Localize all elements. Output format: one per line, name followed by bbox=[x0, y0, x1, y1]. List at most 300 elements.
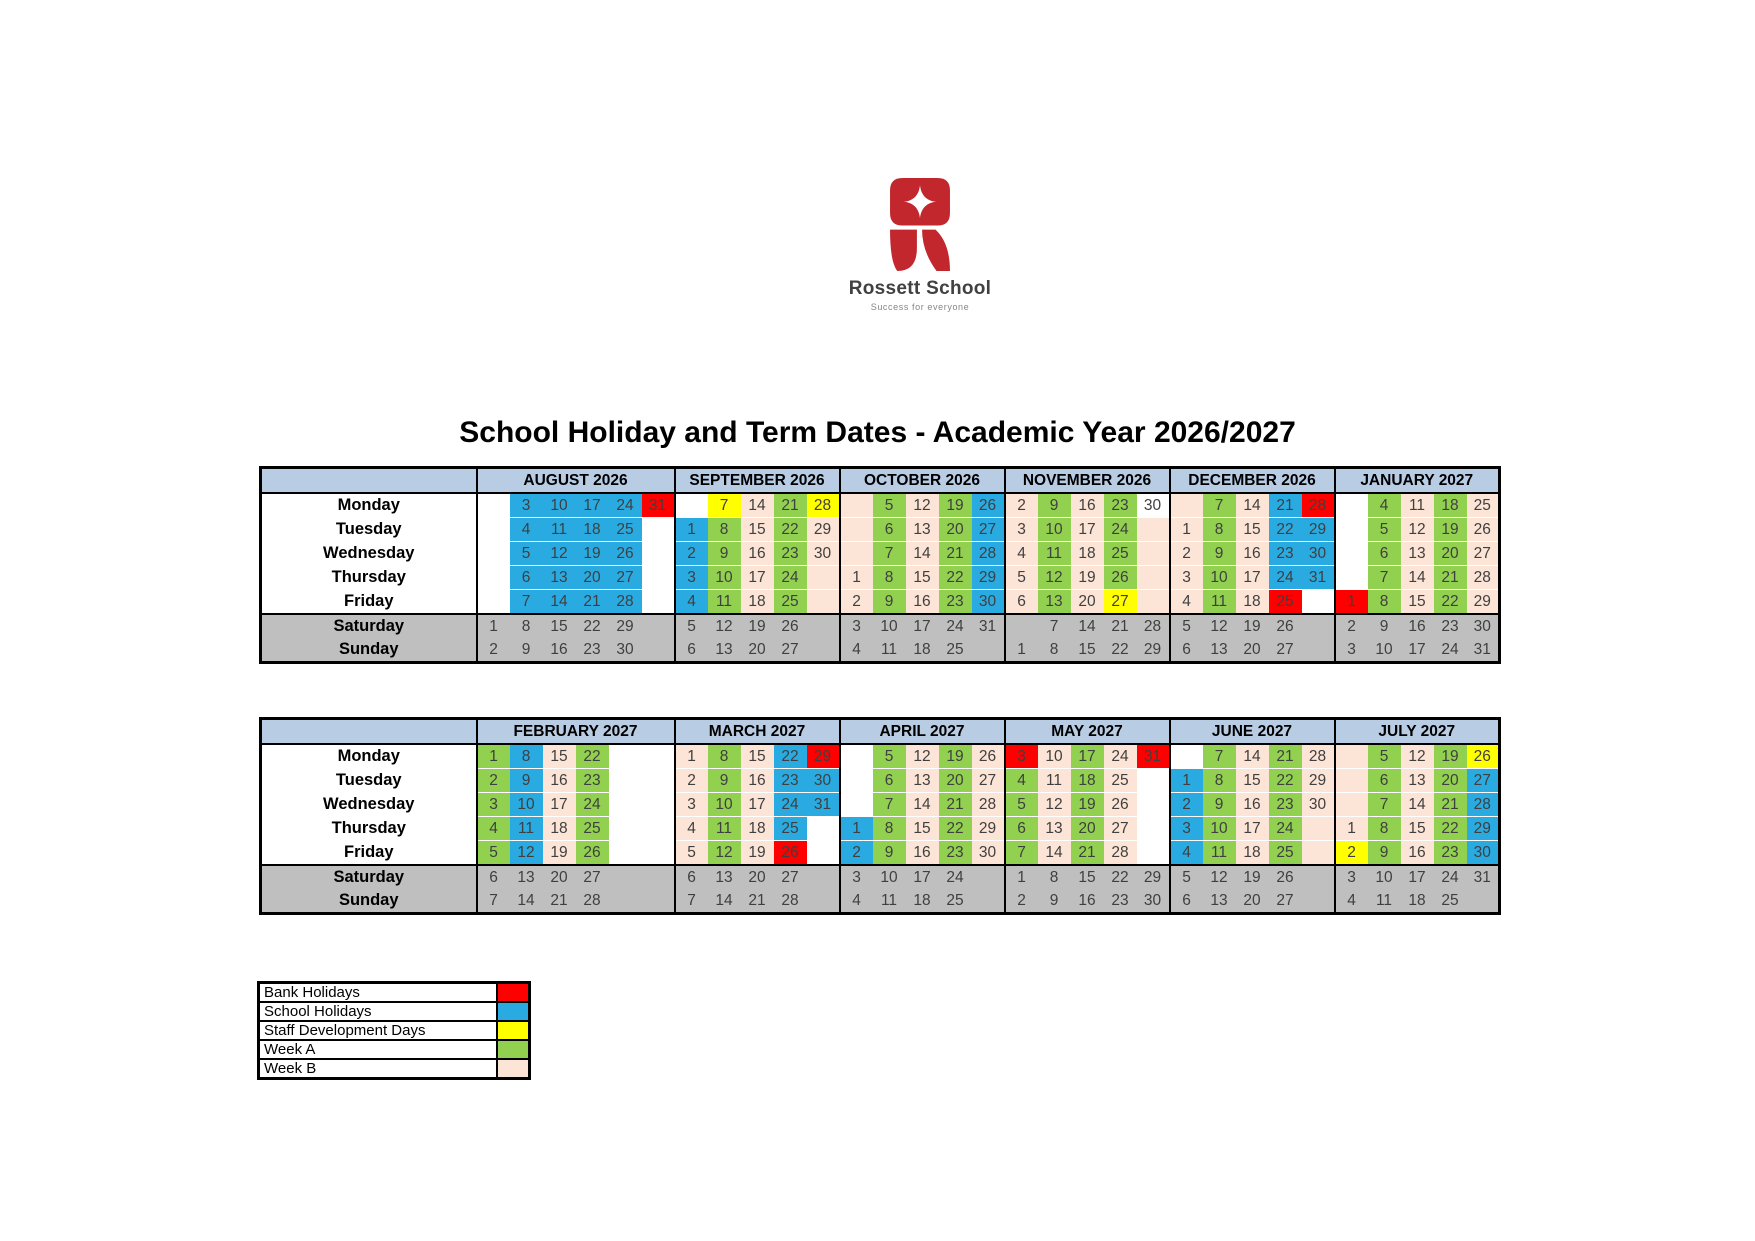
date-cell: 27 bbox=[972, 518, 1005, 542]
date-cell: 28 bbox=[576, 889, 609, 914]
date-cell: 16 bbox=[543, 769, 576, 793]
wednesday-row bbox=[261, 793, 1500, 817]
date-cell: 6 bbox=[873, 518, 906, 542]
day-label: Tuesday bbox=[261, 769, 477, 793]
monday-row bbox=[261, 493, 1500, 518]
date-cell: 19 bbox=[1236, 865, 1269, 889]
date-cell: 14 bbox=[708, 889, 741, 914]
day-label: Sunday bbox=[261, 638, 477, 663]
date-cell: 7 bbox=[1005, 841, 1038, 866]
date-cell: 17 bbox=[1236, 817, 1269, 841]
date-cell bbox=[477, 542, 510, 566]
date-cell: 5 bbox=[1005, 566, 1038, 590]
date-cell: 13 bbox=[1203, 638, 1236, 663]
date-cell: 29 bbox=[1467, 817, 1500, 841]
day-label: Friday bbox=[261, 590, 477, 615]
date-cell: 18 bbox=[576, 518, 609, 542]
date-cell: 19 bbox=[741, 614, 774, 638]
month-header: OCTOBER 2026 bbox=[840, 468, 1005, 494]
tuesday-row bbox=[261, 518, 1500, 542]
date-cell: 11 bbox=[1368, 889, 1401, 914]
date-cell: 8 bbox=[1038, 865, 1071, 889]
date-cell: 9 bbox=[1203, 793, 1236, 817]
date-cell: 13 bbox=[708, 638, 741, 663]
date-cell: 10 bbox=[1203, 817, 1236, 841]
date-cell: 26 bbox=[972, 744, 1005, 769]
date-cell: 21 bbox=[1269, 744, 1302, 769]
date-cell: 2 bbox=[840, 841, 873, 866]
date-cell: 24 bbox=[1434, 865, 1467, 889]
date-cell bbox=[609, 769, 642, 793]
date-cell: 18 bbox=[741, 590, 774, 615]
date-cell: 9 bbox=[510, 638, 543, 663]
date-cell: 9 bbox=[1368, 614, 1401, 638]
date-cell bbox=[807, 817, 840, 841]
date-cell: 4 bbox=[1005, 542, 1038, 566]
date-cell: 4 bbox=[1005, 769, 1038, 793]
date-cell: 26 bbox=[774, 841, 807, 866]
date-cell: 17 bbox=[1236, 566, 1269, 590]
date-cell: 9 bbox=[1038, 889, 1071, 914]
legend-row-staff-development-days bbox=[259, 1021, 530, 1040]
date-cell bbox=[1302, 614, 1335, 638]
date-cell: 27 bbox=[1104, 590, 1137, 615]
date-cell: 17 bbox=[1071, 744, 1104, 769]
date-cell: 25 bbox=[1434, 889, 1467, 914]
legend-swatch bbox=[497, 1059, 530, 1079]
date-cell: 8 bbox=[1368, 817, 1401, 841]
month-header-row bbox=[261, 468, 1500, 494]
date-cell: 4 bbox=[477, 817, 510, 841]
date-cell: 2 bbox=[477, 638, 510, 663]
date-cell: 5 bbox=[873, 744, 906, 769]
date-cell bbox=[1302, 590, 1335, 615]
date-cell: 10 bbox=[1038, 744, 1071, 769]
month-header: JANUARY 2027 bbox=[1335, 468, 1500, 494]
date-cell: 31 bbox=[972, 614, 1005, 638]
date-cell: 13 bbox=[1203, 889, 1236, 914]
date-cell: 25 bbox=[1269, 590, 1302, 615]
date-cell: 4 bbox=[1170, 590, 1203, 615]
date-cell bbox=[642, 744, 675, 769]
date-cell bbox=[609, 889, 642, 914]
date-cell: 4 bbox=[1170, 841, 1203, 866]
date-cell: 3 bbox=[1170, 817, 1203, 841]
date-cell: 7 bbox=[1203, 744, 1236, 769]
date-cell: 14 bbox=[1071, 614, 1104, 638]
date-cell bbox=[1335, 793, 1368, 817]
date-cell: 29 bbox=[1137, 865, 1170, 889]
school-logo bbox=[795, 178, 1045, 312]
date-cell: 11 bbox=[510, 817, 543, 841]
date-cell bbox=[1302, 841, 1335, 866]
date-cell: 2 bbox=[675, 769, 708, 793]
legend-row-week-b bbox=[259, 1059, 530, 1079]
date-cell: 30 bbox=[1302, 793, 1335, 817]
date-cell: 21 bbox=[1071, 841, 1104, 866]
date-cell: 7 bbox=[1368, 566, 1401, 590]
date-cell: 24 bbox=[1269, 566, 1302, 590]
date-cell: 2 bbox=[1005, 889, 1038, 914]
monday-row bbox=[261, 744, 1500, 769]
date-cell: 10 bbox=[873, 865, 906, 889]
date-cell: 15 bbox=[741, 744, 774, 769]
date-cell: 31 bbox=[642, 493, 675, 518]
date-cell: 9 bbox=[873, 841, 906, 866]
date-cell bbox=[609, 793, 642, 817]
date-cell: 25 bbox=[1104, 542, 1137, 566]
date-cell: 27 bbox=[1269, 889, 1302, 914]
date-cell: 20 bbox=[741, 865, 774, 889]
date-cell: 15 bbox=[1401, 590, 1434, 615]
date-cell: 29 bbox=[972, 566, 1005, 590]
date-cell: 16 bbox=[1236, 542, 1269, 566]
date-cell bbox=[642, 769, 675, 793]
friday-row bbox=[261, 841, 1500, 866]
date-cell: 24 bbox=[1104, 518, 1137, 542]
month-header: AUGUST 2026 bbox=[477, 468, 675, 494]
month-header: JUNE 2027 bbox=[1170, 719, 1335, 745]
date-cell: 2 bbox=[1335, 614, 1368, 638]
date-cell bbox=[609, 817, 642, 841]
date-cell: 26 bbox=[1269, 614, 1302, 638]
date-cell: 25 bbox=[1269, 841, 1302, 866]
date-cell: 23 bbox=[1269, 793, 1302, 817]
date-cell: 15 bbox=[1236, 518, 1269, 542]
date-cell: 1 bbox=[1335, 817, 1368, 841]
date-cell: 3 bbox=[1335, 638, 1368, 663]
date-cell: 21 bbox=[1104, 614, 1137, 638]
date-cell: 25 bbox=[774, 817, 807, 841]
date-cell: 6 bbox=[675, 638, 708, 663]
date-cell: 10 bbox=[1038, 518, 1071, 542]
date-cell: 25 bbox=[576, 817, 609, 841]
month-header: DECEMBER 2026 bbox=[1170, 468, 1335, 494]
day-label: Sunday bbox=[261, 889, 477, 914]
date-cell: 11 bbox=[708, 817, 741, 841]
legend-swatch bbox=[497, 1040, 530, 1059]
date-cell: 1 bbox=[1005, 638, 1038, 663]
day-label: Thursday bbox=[261, 817, 477, 841]
date-cell: 31 bbox=[1467, 865, 1500, 889]
date-cell: 7 bbox=[675, 889, 708, 914]
legend-label: Bank Holidays bbox=[259, 983, 498, 1003]
date-cell: 3 bbox=[840, 614, 873, 638]
date-cell: 11 bbox=[873, 638, 906, 663]
date-cell bbox=[807, 590, 840, 615]
date-cell: 14 bbox=[1401, 793, 1434, 817]
date-cell: 25 bbox=[939, 638, 972, 663]
date-cell: 14 bbox=[510, 889, 543, 914]
date-cell: 16 bbox=[741, 542, 774, 566]
date-cell bbox=[642, 566, 675, 590]
date-cell: 12 bbox=[708, 614, 741, 638]
date-cell: 30 bbox=[807, 769, 840, 793]
date-cell: 14 bbox=[1236, 493, 1269, 518]
date-cell: 24 bbox=[1104, 744, 1137, 769]
date-cell: 30 bbox=[1467, 614, 1500, 638]
date-cell: 8 bbox=[1203, 518, 1236, 542]
date-cell: 23 bbox=[1104, 493, 1137, 518]
date-cell bbox=[642, 841, 675, 866]
logo-tagline: Success for everyone bbox=[870, 302, 970, 312]
date-cell bbox=[1302, 638, 1335, 663]
day-label: Monday bbox=[261, 744, 477, 769]
day-label: Wednesday bbox=[261, 793, 477, 817]
calendar-table-spring-summer bbox=[259, 717, 1501, 915]
date-cell bbox=[1335, 493, 1368, 518]
date-cell: 23 bbox=[1269, 542, 1302, 566]
date-cell: 13 bbox=[906, 518, 939, 542]
date-cell: 22 bbox=[576, 614, 609, 638]
date-cell bbox=[642, 614, 675, 638]
date-cell: 26 bbox=[1104, 793, 1137, 817]
date-cell: 29 bbox=[972, 817, 1005, 841]
date-cell: 1 bbox=[675, 518, 708, 542]
date-cell: 27 bbox=[1269, 638, 1302, 663]
date-cell: 9 bbox=[1368, 841, 1401, 866]
date-cell: 1 bbox=[675, 744, 708, 769]
date-cell: 27 bbox=[774, 865, 807, 889]
date-cell bbox=[1137, 542, 1170, 566]
date-cell: 16 bbox=[906, 841, 939, 866]
date-cell: 12 bbox=[543, 542, 576, 566]
date-cell: 6 bbox=[510, 566, 543, 590]
date-cell bbox=[642, 889, 675, 914]
date-cell: 24 bbox=[774, 793, 807, 817]
day-label: Wednesday bbox=[261, 542, 477, 566]
date-cell: 1 bbox=[840, 566, 873, 590]
date-cell: 9 bbox=[1038, 493, 1071, 518]
day-label: Monday bbox=[261, 493, 477, 518]
legend-label: School Holidays bbox=[259, 1002, 498, 1021]
date-cell: 3 bbox=[1170, 566, 1203, 590]
date-cell: 17 bbox=[1401, 638, 1434, 663]
date-cell: 10 bbox=[510, 793, 543, 817]
legend-label: Staff Development Days bbox=[259, 1021, 498, 1040]
date-cell: 30 bbox=[1137, 889, 1170, 914]
date-cell: 12 bbox=[1038, 793, 1071, 817]
date-cell: 3 bbox=[477, 793, 510, 817]
date-cell bbox=[1137, 566, 1170, 590]
date-cell: 20 bbox=[939, 518, 972, 542]
date-cell: 8 bbox=[708, 518, 741, 542]
date-cell: 2 bbox=[1005, 493, 1038, 518]
date-cell: 8 bbox=[873, 817, 906, 841]
date-cell: 25 bbox=[1467, 493, 1500, 518]
month-header: SEPTEMBER 2026 bbox=[675, 468, 840, 494]
date-cell: 12 bbox=[1203, 865, 1236, 889]
date-cell bbox=[642, 542, 675, 566]
date-cell: 21 bbox=[774, 493, 807, 518]
date-cell bbox=[609, 865, 642, 889]
date-cell: 12 bbox=[1401, 518, 1434, 542]
date-cell: 30 bbox=[609, 638, 642, 663]
date-cell: 3 bbox=[675, 566, 708, 590]
date-cell: 6 bbox=[1170, 638, 1203, 663]
date-cell bbox=[840, 542, 873, 566]
date-cell: 31 bbox=[1467, 638, 1500, 663]
date-cell: 13 bbox=[1401, 542, 1434, 566]
tuesday-row bbox=[261, 769, 1500, 793]
date-cell: 10 bbox=[1368, 638, 1401, 663]
date-cell: 23 bbox=[1104, 889, 1137, 914]
date-cell: 1 bbox=[1170, 769, 1203, 793]
date-cell: 26 bbox=[1467, 518, 1500, 542]
date-cell bbox=[1170, 493, 1203, 518]
date-cell: 16 bbox=[741, 769, 774, 793]
date-cell: 9 bbox=[1203, 542, 1236, 566]
date-cell bbox=[1335, 744, 1368, 769]
date-cell: 5 bbox=[1170, 614, 1203, 638]
legend-row-bank-holidays bbox=[259, 983, 530, 1003]
date-cell: 17 bbox=[906, 865, 939, 889]
date-cell: 31 bbox=[1302, 566, 1335, 590]
date-cell: 29 bbox=[807, 518, 840, 542]
date-cell: 30 bbox=[972, 841, 1005, 866]
month-header: NOVEMBER 2026 bbox=[1005, 468, 1170, 494]
date-cell: 9 bbox=[708, 542, 741, 566]
date-cell: 11 bbox=[1203, 841, 1236, 866]
date-cell: 22 bbox=[774, 518, 807, 542]
date-cell: 29 bbox=[1137, 638, 1170, 663]
date-cell: 14 bbox=[741, 493, 774, 518]
date-cell: 7 bbox=[708, 493, 741, 518]
date-cell: 12 bbox=[1401, 744, 1434, 769]
date-cell: 22 bbox=[774, 744, 807, 769]
date-cell: 7 bbox=[873, 542, 906, 566]
date-cell: 4 bbox=[675, 590, 708, 615]
date-cell: 7 bbox=[477, 889, 510, 914]
legend bbox=[257, 981, 531, 1080]
date-cell: 11 bbox=[1401, 493, 1434, 518]
date-cell bbox=[1137, 769, 1170, 793]
sunday-row bbox=[261, 889, 1500, 914]
date-cell: 11 bbox=[708, 590, 741, 615]
date-cell: 9 bbox=[873, 590, 906, 615]
date-cell: 4 bbox=[840, 638, 873, 663]
date-cell: 6 bbox=[675, 865, 708, 889]
date-cell: 5 bbox=[873, 493, 906, 518]
legend-swatch bbox=[497, 1002, 530, 1021]
legend-row-week-a bbox=[259, 1040, 530, 1059]
date-cell: 28 bbox=[1104, 841, 1137, 866]
date-cell: 15 bbox=[906, 566, 939, 590]
date-cell: 15 bbox=[741, 518, 774, 542]
date-cell: 19 bbox=[741, 841, 774, 866]
date-cell: 13 bbox=[1401, 769, 1434, 793]
date-cell: 17 bbox=[576, 493, 609, 518]
date-cell: 20 bbox=[741, 638, 774, 663]
date-cell: 23 bbox=[774, 542, 807, 566]
date-cell: 15 bbox=[1236, 769, 1269, 793]
date-cell: 26 bbox=[1104, 566, 1137, 590]
date-cell: 11 bbox=[543, 518, 576, 542]
date-cell: 5 bbox=[1368, 518, 1401, 542]
date-cell: 5 bbox=[1005, 793, 1038, 817]
month-header: FEBRUARY 2027 bbox=[477, 719, 675, 745]
date-cell bbox=[807, 638, 840, 663]
month-header: MARCH 2027 bbox=[675, 719, 840, 745]
date-cell: 30 bbox=[1302, 542, 1335, 566]
date-cell: 20 bbox=[1434, 769, 1467, 793]
date-cell: 8 bbox=[1203, 769, 1236, 793]
date-cell: 28 bbox=[972, 542, 1005, 566]
date-cell: 21 bbox=[543, 889, 576, 914]
date-cell: 6 bbox=[1368, 542, 1401, 566]
sunday-row bbox=[261, 638, 1500, 663]
date-cell: 31 bbox=[1137, 744, 1170, 769]
date-cell: 30 bbox=[807, 542, 840, 566]
date-cell bbox=[1302, 865, 1335, 889]
table-corner-cell bbox=[261, 719, 477, 745]
date-cell: 27 bbox=[576, 865, 609, 889]
month-header: APRIL 2027 bbox=[840, 719, 1005, 745]
date-cell: 5 bbox=[1170, 865, 1203, 889]
date-cell: 29 bbox=[1302, 518, 1335, 542]
date-cell: 18 bbox=[1071, 542, 1104, 566]
date-cell: 19 bbox=[543, 841, 576, 866]
date-cell: 7 bbox=[1368, 793, 1401, 817]
date-cell: 6 bbox=[477, 865, 510, 889]
day-label: Saturday bbox=[261, 865, 477, 889]
date-cell: 23 bbox=[576, 769, 609, 793]
date-cell: 2 bbox=[1170, 793, 1203, 817]
date-cell: 11 bbox=[873, 889, 906, 914]
date-cell: 27 bbox=[774, 638, 807, 663]
date-cell: 16 bbox=[1071, 493, 1104, 518]
date-cell: 22 bbox=[1269, 769, 1302, 793]
date-cell: 1 bbox=[477, 744, 510, 769]
date-cell: 10 bbox=[708, 793, 741, 817]
date-cell: 22 bbox=[1434, 590, 1467, 615]
date-cell: 5 bbox=[477, 841, 510, 866]
date-cell: 3 bbox=[675, 793, 708, 817]
date-cell: 3 bbox=[1335, 865, 1368, 889]
date-cell: 10 bbox=[1203, 566, 1236, 590]
date-cell: 13 bbox=[1038, 590, 1071, 615]
month-header-row bbox=[261, 719, 1500, 745]
date-cell: 26 bbox=[972, 493, 1005, 518]
date-cell: 22 bbox=[1434, 817, 1467, 841]
date-cell: 16 bbox=[906, 590, 939, 615]
date-cell: 23 bbox=[1434, 614, 1467, 638]
date-cell: 3 bbox=[1005, 744, 1038, 769]
date-cell: 26 bbox=[1269, 865, 1302, 889]
date-cell: 5 bbox=[1368, 744, 1401, 769]
date-cell: 24 bbox=[1269, 817, 1302, 841]
date-cell: 28 bbox=[1302, 493, 1335, 518]
date-cell: 27 bbox=[609, 566, 642, 590]
date-cell bbox=[609, 744, 642, 769]
date-cell: 15 bbox=[1401, 817, 1434, 841]
date-cell bbox=[1335, 769, 1368, 793]
date-cell: 7 bbox=[873, 793, 906, 817]
date-cell: 16 bbox=[543, 638, 576, 663]
date-cell bbox=[840, 744, 873, 769]
date-cell: 27 bbox=[1467, 769, 1500, 793]
date-cell: 15 bbox=[906, 817, 939, 841]
wednesday-row bbox=[261, 542, 1500, 566]
day-label: Thursday bbox=[261, 566, 477, 590]
date-cell: 17 bbox=[741, 566, 774, 590]
date-cell bbox=[609, 841, 642, 866]
date-cell: 20 bbox=[1071, 817, 1104, 841]
date-cell: 16 bbox=[1071, 889, 1104, 914]
date-cell bbox=[1137, 817, 1170, 841]
date-cell: 20 bbox=[939, 769, 972, 793]
date-cell: 8 bbox=[873, 566, 906, 590]
